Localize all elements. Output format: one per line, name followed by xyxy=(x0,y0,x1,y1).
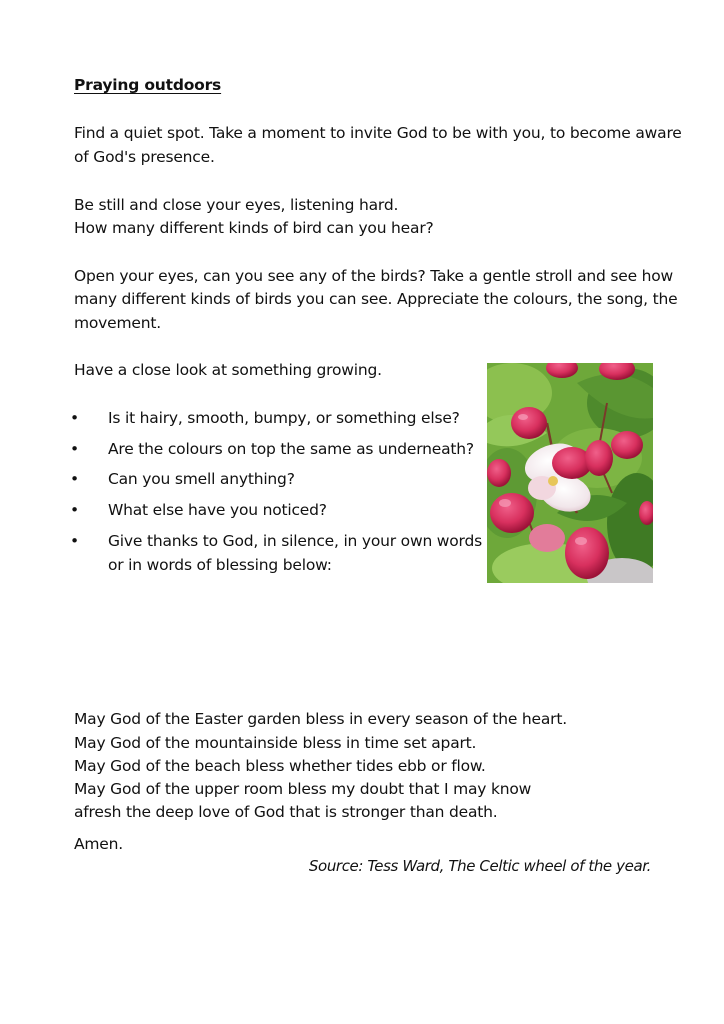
paragraph-line: Open your eyes, can you see any of the birds? Take a gentle stroll and see how xyxy=(74,267,674,285)
blessing-line: May God of the beach bless whether tides ebb or flow. xyxy=(74,757,486,775)
paragraph-line: Find a quiet spot. Take a moment to invite God to be with you, to become aware xyxy=(74,124,682,142)
bullet-marker: • xyxy=(70,501,80,519)
blessing-line: May God of the upper room bless my doubt that I may know xyxy=(74,780,532,798)
source-citation: Source: Tess Ward, The Celtic wheel of the year. xyxy=(308,857,651,875)
blessing-line: May God of the Easter garden bless in every season of the heart. xyxy=(74,710,567,728)
blessing-line: afresh the deep love of God that is stronger than death. xyxy=(74,803,498,821)
paragraph-line: Be still and close your eyes, listening hard. xyxy=(74,196,399,214)
paragraph-line: many different kinds of birds you can see. Appreciate the colours, the song, the xyxy=(74,290,678,308)
bullet-marker: • xyxy=(70,532,80,550)
list-item: Is it hairy, smooth, bumpy, or something else? xyxy=(108,409,460,427)
list-item: Can you smell anything? xyxy=(108,470,295,488)
bullet-marker: • xyxy=(70,409,80,427)
amen: Amen. xyxy=(74,835,123,853)
list-item: Are the colours on top the same as underneath? xyxy=(108,440,474,458)
paragraph-line: Have a close look at something growing. xyxy=(74,361,382,379)
blessing-line: May God of the mountainside bless in time set apart. xyxy=(74,734,477,752)
list-item-continuation: or in words of blessing below: xyxy=(108,556,332,574)
page-title: Praying outdoors xyxy=(74,76,222,94)
paragraph-line: of God's presence. xyxy=(74,148,215,166)
bullet-marker: • xyxy=(70,440,80,458)
list-item: What else have you noticed? xyxy=(108,501,327,519)
paragraph-line: How many different kinds of bird can you hear? xyxy=(74,219,434,237)
bullet-marker: • xyxy=(70,470,80,488)
blossom-image xyxy=(487,363,653,583)
paragraph-line: movement. xyxy=(74,314,161,332)
blossom-photo xyxy=(487,363,653,583)
list-item: Give thanks to God, in silence, in your own words xyxy=(108,532,482,550)
